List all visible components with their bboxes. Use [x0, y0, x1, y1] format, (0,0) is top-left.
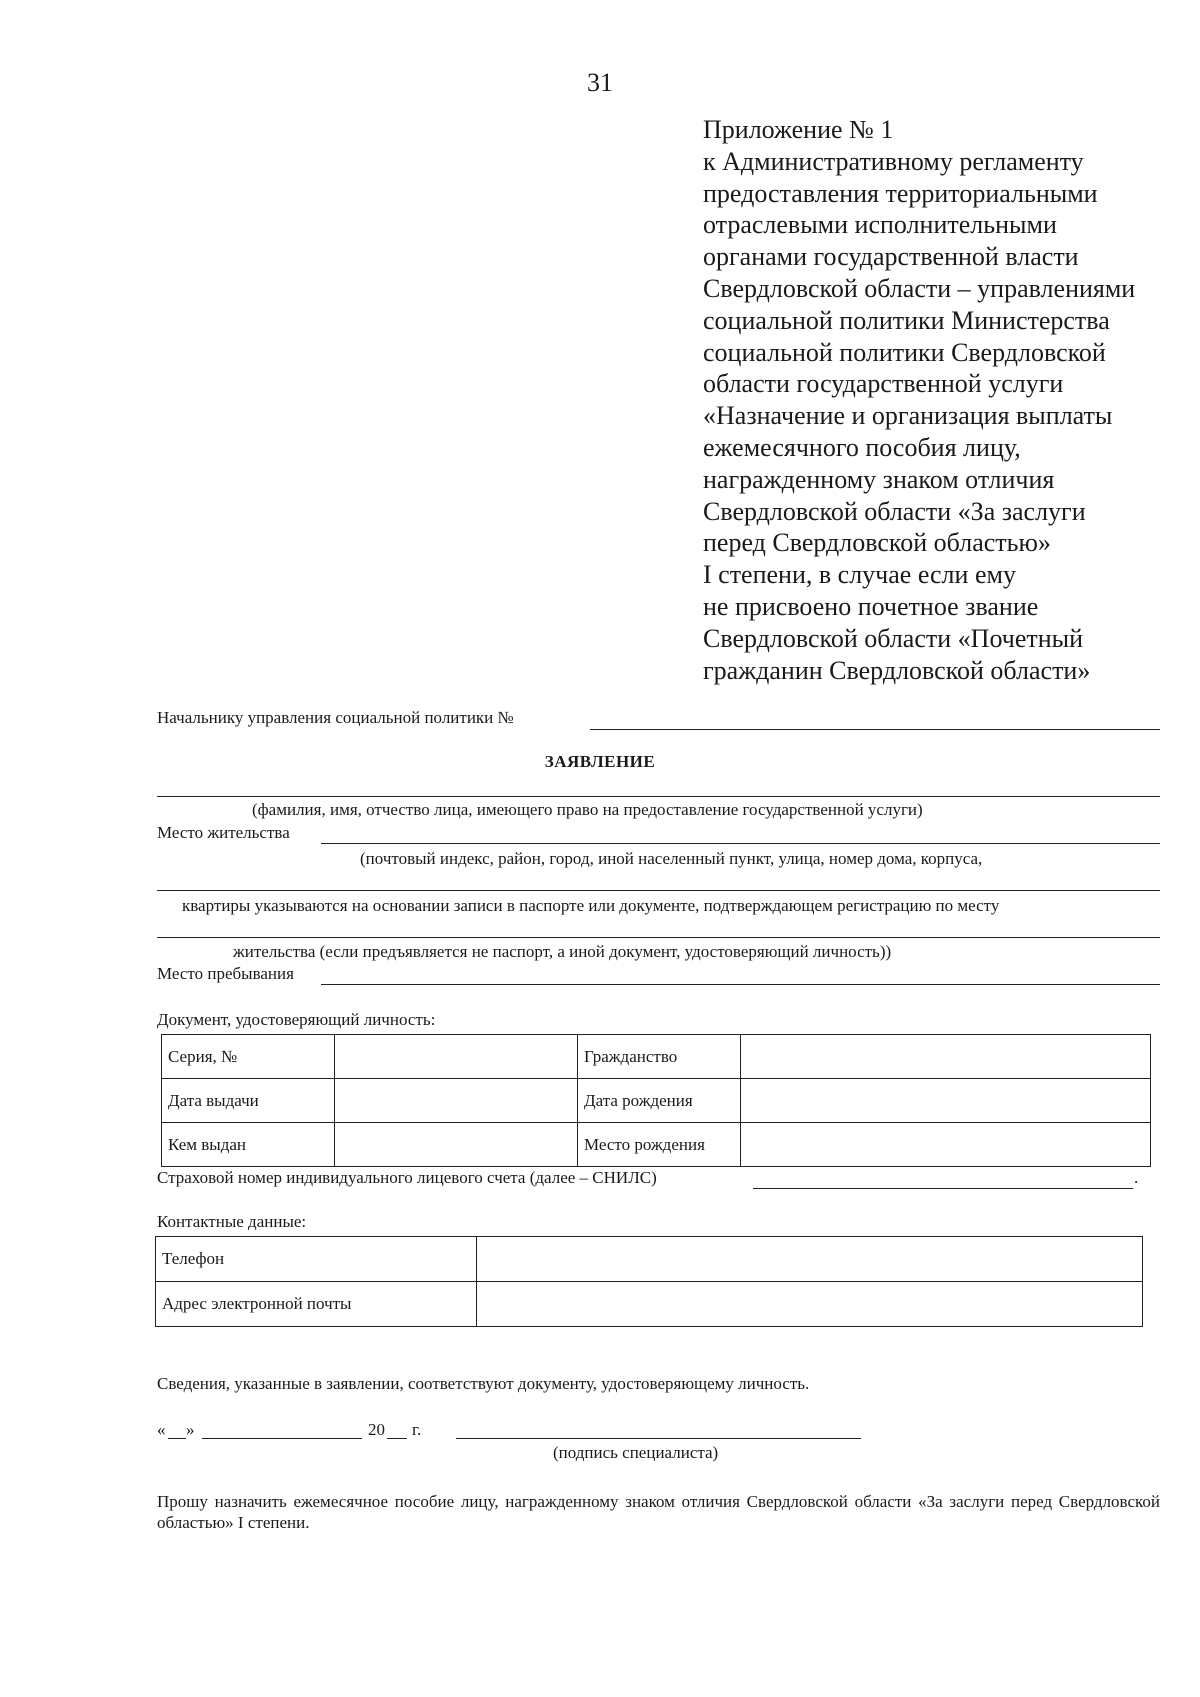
appendix-line: предоставления территориальными — [703, 178, 1098, 208]
issue-date-label: Дата выдачи — [162, 1079, 335, 1123]
appendix-line: области государственной услуги — [703, 369, 1064, 399]
date-quote-open: « — [157, 1420, 166, 1439]
full-name-field[interactable] — [157, 796, 1160, 797]
year-prefix: 20 — [368, 1420, 385, 1439]
snils-field[interactable] — [753, 1188, 1133, 1189]
signature-field[interactable] — [456, 1438, 861, 1439]
table-row — [162, 1079, 1151, 1123]
page-number: 31 — [587, 68, 613, 97]
appendix-line: I степени, в случае если ему — [703, 560, 1016, 590]
day-field[interactable] — [168, 1438, 186, 1439]
addressee-label: Начальнику управления социальной политики № — [157, 708, 514, 727]
month-field[interactable] — [202, 1438, 362, 1439]
appendix-line: гражданин Свердловской области» — [703, 655, 1091, 685]
appendix-line: социальной политики Министерства — [703, 305, 1110, 335]
birth-date-label: Дата рождения — [578, 1079, 741, 1123]
document-title: ЗАЯВЛЕНИЕ — [544, 752, 656, 771]
id-doc-heading: Документ, удостоверяющий личность: — [157, 1010, 436, 1029]
appendix-line: награжденному знаком отличия — [703, 464, 1055, 494]
residence-caption-1: (почтовый индекс, район, город, иной населенный пункт, улица, номер дома, корпуса, — [360, 849, 983, 868]
addressee-field[interactable] — [590, 729, 1160, 730]
appendix-line: Свердловской области – управлениями — [703, 273, 1136, 303]
birth-date-cell[interactable] — [741, 1079, 1151, 1123]
request-text: Прошу назначить ежемесячное пособие лицу, награжденному знаком отличия Свердловской области «За заслуги перед Свердловской областью» I степени. — [157, 1492, 1160, 1532]
contacts-heading: Контактные данные: — [157, 1212, 307, 1231]
year-field[interactable] — [387, 1438, 407, 1439]
phone-label: Телефон — [156, 1237, 477, 1282]
appendix-line: социальной политики Свердловской — [703, 337, 1106, 367]
residence-field-2[interactable] — [157, 890, 1160, 891]
appendix-line: перед Свердловской областью» — [703, 528, 1051, 558]
snils-label: Страховой номер индивидуального лицевого счета (далее – СНИЛС) — [157, 1168, 657, 1187]
appendix-line: ежемесячного пособия лицу, — [703, 432, 1021, 462]
appendix-line: отраслевыми исполнительными — [703, 210, 1057, 240]
birth-place-label: Место рождения — [578, 1123, 741, 1167]
signature-caption: (подпись специалиста) — [553, 1443, 719, 1462]
table-row — [156, 1282, 1143, 1327]
email-label: Адрес электронной почты — [156, 1282, 477, 1327]
series-number-cell[interactable] — [335, 1035, 578, 1079]
issued-by-label: Кем выдан — [162, 1123, 335, 1167]
stay-label: Место пребывания — [157, 964, 294, 983]
appendix-line: не присвоено почетное звание — [703, 591, 1039, 621]
id-doc-table — [161, 1034, 1151, 1167]
residence-caption-2: квартиры указываются на основании записи в паспорте или документе, подтверждающем регистрацию по месту — [182, 896, 1000, 915]
email-cell[interactable] — [477, 1282, 1143, 1327]
residence-field[interactable] — [321, 843, 1160, 844]
contacts-table — [155, 1236, 1143, 1327]
citizenship-cell[interactable] — [741, 1035, 1151, 1079]
year-suffix: г. — [412, 1420, 422, 1439]
appendix-line: органами государственной власти — [703, 242, 1079, 272]
appendix-line: Свердловской области «Почетный — [703, 623, 1084, 653]
residence-label: Место жительства — [157, 823, 290, 842]
appendix-line: «Назначение и организация выплаты — [703, 401, 1113, 431]
full-name-caption: (фамилия, имя, отчество лица, имеющего право на предоставление государственной услуги) — [252, 800, 923, 819]
appendix-line: Свердловской области «За заслуги — [703, 496, 1086, 526]
series-number-label: Серия, № — [162, 1035, 335, 1079]
issue-date-cell[interactable] — [335, 1079, 578, 1123]
residence-caption-3: жительства (если предъявляется не паспорт, а иной документ, удостоверяющий личность)) — [233, 942, 892, 961]
snils-end: . — [1134, 1168, 1139, 1187]
issued-by-cell[interactable] — [335, 1123, 578, 1167]
appendix-line: к Административному регламенту — [703, 146, 1084, 176]
residence-field-3[interactable] — [157, 937, 1160, 938]
stay-field[interactable] — [321, 984, 1160, 985]
table-row — [156, 1237, 1143, 1282]
table-row — [162, 1035, 1151, 1079]
citizenship-label: Гражданство — [578, 1035, 741, 1079]
date-quote-close: » — [186, 1420, 195, 1439]
table-row — [162, 1123, 1151, 1167]
birth-place-cell[interactable] — [741, 1123, 1151, 1167]
appendix-line: Приложение № 1 — [703, 115, 894, 144]
appendix-block — [703, 114, 1183, 686]
phone-cell[interactable] — [477, 1237, 1143, 1282]
confirmation-text: Сведения, указанные в заявлении, соответствуют документу, удостоверяющему личность. — [157, 1374, 810, 1393]
